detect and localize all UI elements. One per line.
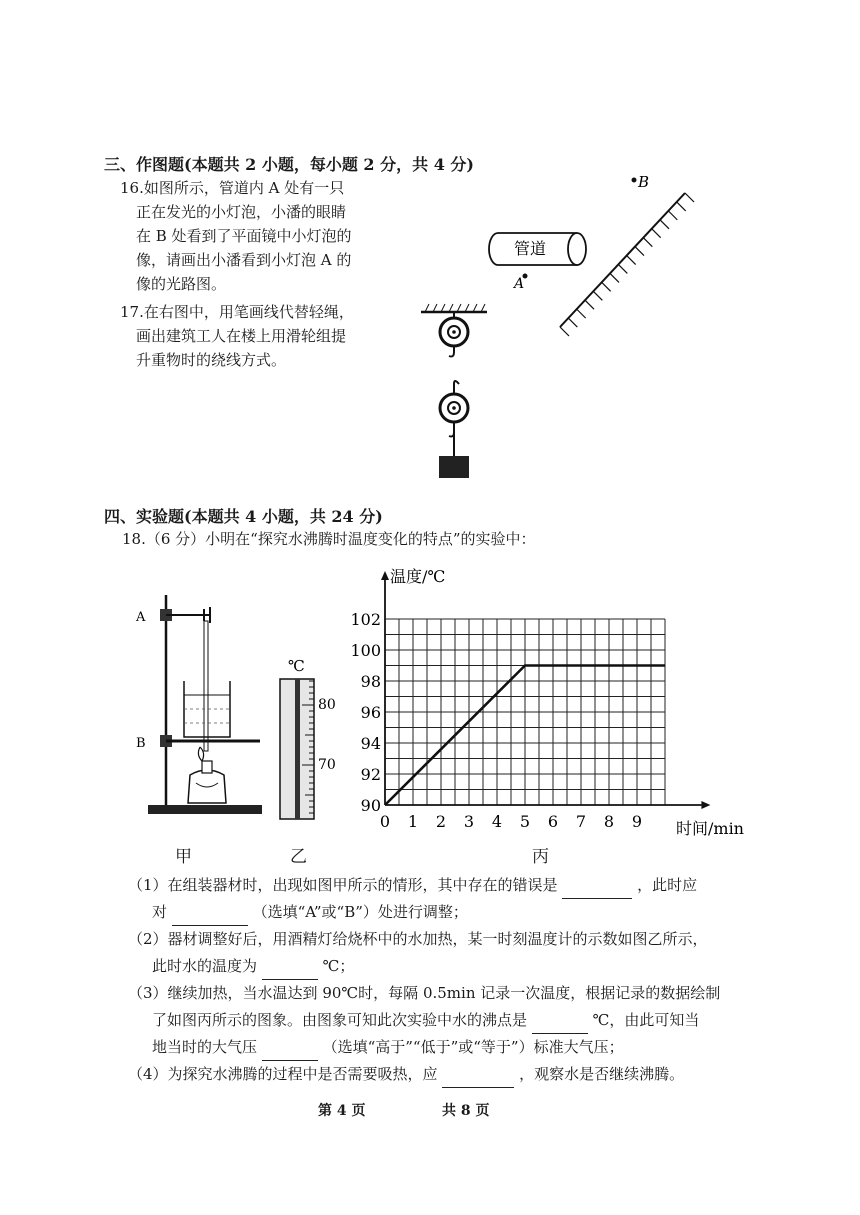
mirror-hatch-line	[685, 193, 694, 202]
movable-pulley	[440, 381, 468, 456]
thermometer-liquid	[295, 679, 300, 819]
y-tick-label: 90	[360, 796, 381, 815]
subq-1-text: （1）在组装器材时，出现如图甲所示的情形，其中存在的错误是	[128, 876, 558, 894]
subq-3-text: 地当时的大气压	[152, 1038, 258, 1056]
mirror-hatch-line	[627, 256, 636, 265]
subquestions	[128, 872, 768, 1088]
mirror-pipe-figure	[470, 165, 710, 345]
mirror-hatch-line	[568, 318, 577, 327]
x-tick-label: 5	[519, 812, 531, 831]
mirror-hatch-line	[602, 282, 611, 291]
mirror-hatch-line	[652, 229, 661, 238]
x-axis-arrow	[701, 801, 710, 809]
chart-y-axis-label: 温度/℃	[390, 567, 446, 586]
chart-tick-labels	[350, 610, 642, 831]
subq-2-text: 此时水的温度为	[152, 957, 258, 975]
subq-3	[128, 980, 768, 1007]
page-number: 第 4 页	[318, 1103, 366, 1119]
chart-axes	[381, 571, 710, 809]
thermometer-in-beaker	[204, 621, 208, 751]
q17-line: 17.在右图中，用笔画线代替轻绳，	[120, 303, 354, 321]
mirror-hatch-line	[660, 220, 669, 229]
subq-4-text: （4）为探究水沸腾的过程中是否需要吸热，应	[128, 1065, 438, 1083]
mirror-hatch-line	[577, 309, 586, 318]
y-tick-label: 98	[360, 672, 381, 691]
x-tick-label: 4	[491, 812, 503, 831]
mirror-hatch-line	[560, 327, 569, 336]
subq-3-text: ℃，由此可知当	[592, 1011, 700, 1029]
clamp-b-label: B	[136, 736, 146, 751]
subq-3-cont2	[128, 1034, 768, 1061]
mirror-hatch-line	[635, 247, 644, 256]
subq-2-cont	[128, 953, 768, 980]
q17-line: 画出建筑工人在楼上用滑轮组提	[136, 327, 347, 345]
section4-title: 四、实验题(本题共 4 小题，共 24 分)	[104, 507, 383, 526]
thermometer-mark-70: 70	[318, 757, 336, 773]
answer-blank-1[interactable]	[562, 880, 632, 899]
y-tick-label: 102	[350, 610, 381, 629]
q17-line: 升重物时的绕线方式。	[136, 351, 287, 369]
subq-1-text: ，此时应	[637, 876, 698, 894]
caption-bing: 丙	[532, 847, 549, 867]
subq-3-text: 了如图丙所示的图象。由图象可知此次实验中水的沸点是	[152, 1011, 528, 1029]
mirror-hatch-line	[643, 238, 652, 247]
y-tick-label: 100	[350, 641, 381, 660]
q16-line: 像的光路图。	[136, 275, 227, 293]
thermometer-figure	[270, 655, 350, 825]
mirror-hatch-line	[593, 291, 602, 300]
subq-3-cont	[128, 1007, 768, 1034]
clamp-a	[160, 607, 210, 623]
subq-1-text: 对	[152, 903, 168, 921]
pulley-figure	[415, 300, 495, 490]
stand-base	[148, 805, 262, 814]
clamp-a-label: A	[136, 610, 146, 625]
mirror-hatch-line	[610, 273, 619, 282]
point-a-label: A	[514, 276, 525, 292]
subq-2	[128, 926, 768, 953]
chart-grid	[385, 619, 665, 805]
point-b-label: B	[638, 173, 650, 191]
caption-yi: 乙	[290, 847, 307, 867]
subq-1	[128, 872, 768, 899]
y-tick-label: 92	[360, 765, 381, 784]
q16-line: 16.如图所示，管道内 A 处有一只	[120, 179, 345, 197]
chart-x-axis-label: 时间/min	[676, 819, 744, 838]
x-tick-label: 1	[407, 812, 419, 831]
x-tick-label: 7	[575, 812, 587, 831]
mirror-hatch-line	[677, 202, 686, 211]
y-tick-label: 94	[360, 734, 381, 753]
q16-line: 像，请画出小潘看到小灯泡 A 的	[136, 251, 352, 269]
x-tick-label: 9	[631, 812, 643, 831]
caption-jia: 甲	[175, 847, 192, 867]
answer-blank-6[interactable]	[442, 1069, 514, 1088]
section3-title: 三、作图题(本题共 2 小题，每小题 2 分，共 4 分)	[104, 155, 474, 174]
apparatus-figure	[130, 585, 270, 825]
mirror-hatch-line	[585, 300, 594, 309]
y-axis-arrow	[381, 571, 389, 580]
thermometer-unit: ℃	[288, 657, 305, 675]
answer-blank-4[interactable]	[532, 1015, 588, 1034]
temperature-time-chart	[340, 562, 760, 842]
subq-3-text: （选填“高于”“低于”或“等于”）标准大气压；	[322, 1038, 624, 1056]
q16-line: 正在发光的小灯泡，小潘的眼睛	[136, 203, 347, 221]
subq-2-text: ℃；	[322, 957, 355, 975]
x-tick-label: 2	[435, 812, 447, 831]
beaker	[184, 681, 230, 737]
y-tick-label: 96	[360, 703, 381, 722]
x-tick-label: 3	[463, 812, 475, 831]
subq-2-text: （2）器材调整好后，用酒精灯给烧杯中的水加热，某一时刻温度计的示数如图乙所示，	[128, 930, 708, 948]
point-b-dot	[632, 178, 637, 183]
fixed-pulley	[440, 312, 468, 357]
thermometer-mark-80: 80	[318, 697, 336, 713]
answer-blank-2[interactable]	[172, 907, 248, 926]
mirror-hatch-line	[668, 211, 677, 220]
page-total: 共 8 页	[442, 1103, 490, 1119]
x-tick-label: 8	[603, 812, 615, 831]
question-17	[120, 300, 400, 372]
answer-blank-5[interactable]	[262, 1042, 318, 1061]
x-tick-label: 6	[547, 812, 559, 831]
q16-line: 在 B 处看到了平面镜中小灯泡的	[136, 227, 352, 245]
mirror-hatch-line	[618, 264, 627, 273]
subq-3-text: （3）继续加热，当水温达到 90℃时，每隔 0.5min 记录一次温度，根据记录的数据绘制	[128, 984, 721, 1002]
subq-1-cont	[128, 899, 768, 926]
subq-4-text: ，观察水是否继续沸腾。	[519, 1065, 685, 1083]
alcohol-lamp	[188, 747, 226, 803]
answer-blank-3[interactable]	[262, 961, 318, 980]
subq-1-text: （选填“A”或“B”）处进行调整；	[252, 903, 468, 921]
pipe-label: 管道	[514, 239, 547, 258]
subq-4	[128, 1061, 768, 1088]
question-16	[120, 176, 400, 296]
question-18-intro: 18.（6 分）小明在“探究水沸腾时温度变化的特点”的实验中：	[122, 530, 536, 548]
x-tick-label: 0	[379, 812, 391, 831]
weight-block	[439, 456, 469, 478]
